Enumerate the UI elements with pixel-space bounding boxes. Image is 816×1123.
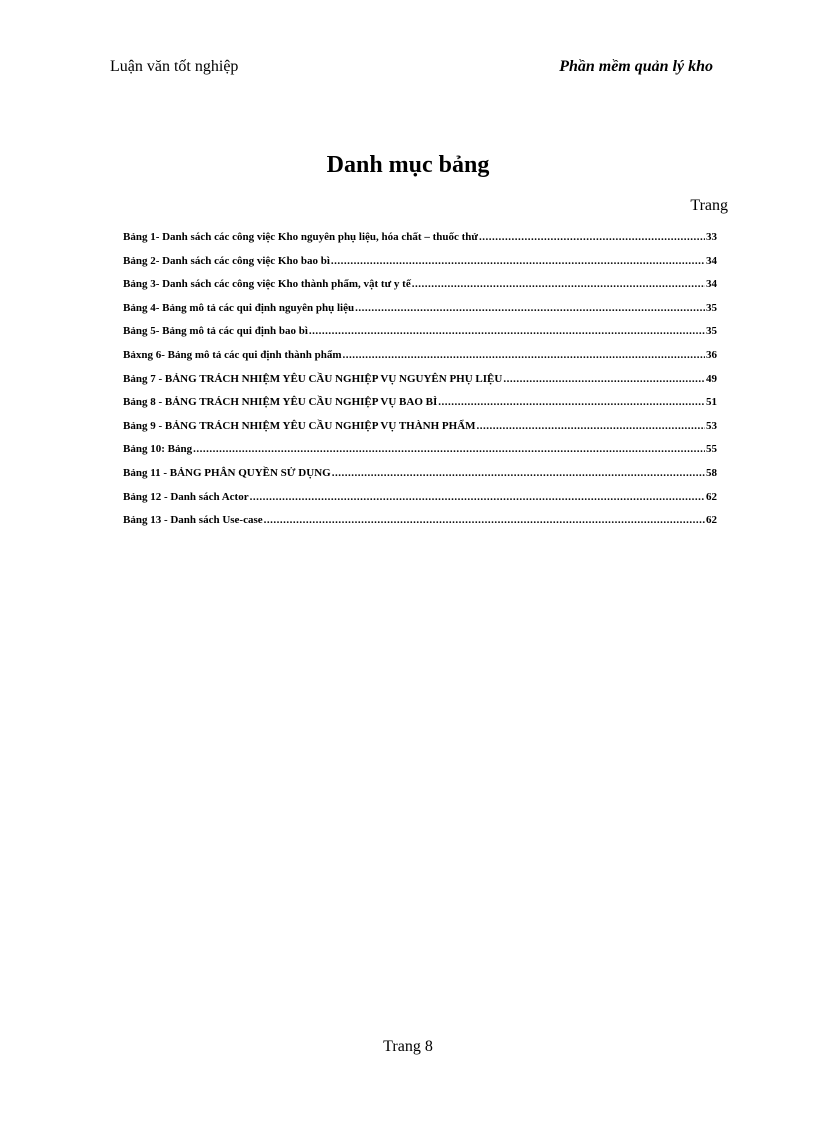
toc-entry-text: Bảng 8 - BẢNG TRÁCH NHIỆM YÊU CẦU NGHIỆP VỤ BAO BÌ bbox=[123, 396, 438, 409]
toc-entry[interactable] bbox=[123, 349, 717, 373]
toc-entry-page: 34 bbox=[706, 278, 717, 291]
toc-entry[interactable] bbox=[123, 420, 717, 444]
toc-leader-dots bbox=[264, 514, 705, 526]
toc-entry-text: Bảng 10: Bảng bbox=[123, 443, 193, 456]
toc-entry-page: 36 bbox=[706, 348, 717, 361]
toc-entry-text: Bảng 5- Bảng mô tả các qui định bao bì bbox=[123, 325, 308, 338]
toc-entry[interactable] bbox=[123, 278, 717, 302]
toc-entry-page: 51 bbox=[706, 396, 717, 409]
toc-entry-text: Bảng 7 - BẢNG TRÁCH NHIỆM YÊU CẦU NGHIỆP VỤ NGUYÊN PHỤ LIỆU bbox=[123, 372, 503, 385]
toc-entry-text: Bảng 3- Danh sách các công việc Kho thành phẩm, vật tư y tế bbox=[123, 278, 411, 291]
toc-entry-page: 58 bbox=[706, 466, 717, 479]
toc-entry-page: 35 bbox=[706, 301, 717, 314]
toc-leader-dots bbox=[412, 278, 705, 290]
toc-entry-page: 34 bbox=[706, 254, 717, 267]
toc-leader-dots bbox=[250, 491, 705, 503]
toc-entry-text: Bảng 1- Danh sách các công việc Kho nguyên phụ liệu, hóa chất – thuốc thử bbox=[123, 231, 478, 243]
toc-entry-page: 49 bbox=[706, 372, 717, 385]
toc-entry[interactable] bbox=[123, 255, 717, 279]
toc-leader-dots bbox=[193, 443, 705, 455]
toc-entry-page: 35 bbox=[706, 325, 717, 338]
toc-entry-page: 55 bbox=[706, 443, 717, 456]
running-header-left: Luận văn tốt nghiệp bbox=[110, 58, 239, 75]
toc-entry-text: Bảng 13 - Danh sách Use-case bbox=[123, 514, 263, 527]
toc-entry-page: 62 bbox=[706, 490, 717, 503]
toc-entry-text: Bảxng 6- Bảng mô tả các qui định thành phẩm bbox=[123, 348, 342, 361]
toc-entry-text: Bảng 11 - BẢNG PHÂN QUYỀN SỬ DỤNG bbox=[123, 466, 331, 479]
toc-leader-dots bbox=[309, 325, 705, 337]
toc-leader-dots bbox=[438, 396, 705, 408]
toc-leader-dots bbox=[343, 349, 705, 361]
page-title: Danh mục bảng bbox=[326, 152, 490, 178]
toc-entry[interactable] bbox=[123, 396, 717, 420]
toc-entry-text: Bảng 4- Bảng mô tả các qui định nguyên phụ liệu bbox=[123, 301, 355, 314]
running-header-right: Phần mềm quản lý kho bbox=[559, 58, 713, 75]
toc-entry-page: 33 bbox=[706, 231, 717, 243]
toc-leader-dots bbox=[503, 373, 705, 385]
toc-entry[interactable] bbox=[123, 231, 717, 255]
toc-leader-dots bbox=[332, 467, 705, 479]
toc-entry[interactable] bbox=[123, 514, 717, 538]
toc-entry-text: Bảng 12 - Danh sách Actor bbox=[123, 490, 249, 503]
toc-entry-text: Bảng 2- Danh sách các công việc Kho bao bì bbox=[123, 254, 330, 267]
toc-leader-dots bbox=[355, 302, 705, 314]
toc-entry-page: 62 bbox=[706, 514, 717, 527]
table-of-tables bbox=[123, 231, 717, 538]
toc-leader-dots bbox=[477, 420, 705, 432]
toc-entry[interactable] bbox=[123, 491, 717, 515]
toc-entry[interactable] bbox=[123, 302, 717, 326]
toc-entry-page: 53 bbox=[706, 419, 717, 432]
toc-leader-dots bbox=[479, 231, 705, 243]
page-column-label: Trang bbox=[690, 197, 728, 214]
toc-entry[interactable] bbox=[123, 373, 717, 397]
toc-entry[interactable] bbox=[123, 467, 717, 491]
toc-entry[interactable] bbox=[123, 443, 717, 467]
toc-entry[interactable] bbox=[123, 325, 717, 349]
toc-leader-dots bbox=[331, 255, 705, 267]
page-number-footer: Trang 8 bbox=[383, 1038, 433, 1055]
toc-entry-text: Bảng 9 - BẢNG TRÁCH NHIỆM YÊU CẦU NGHIỆP VỤ THÀNH PHẨM bbox=[123, 419, 476, 432]
